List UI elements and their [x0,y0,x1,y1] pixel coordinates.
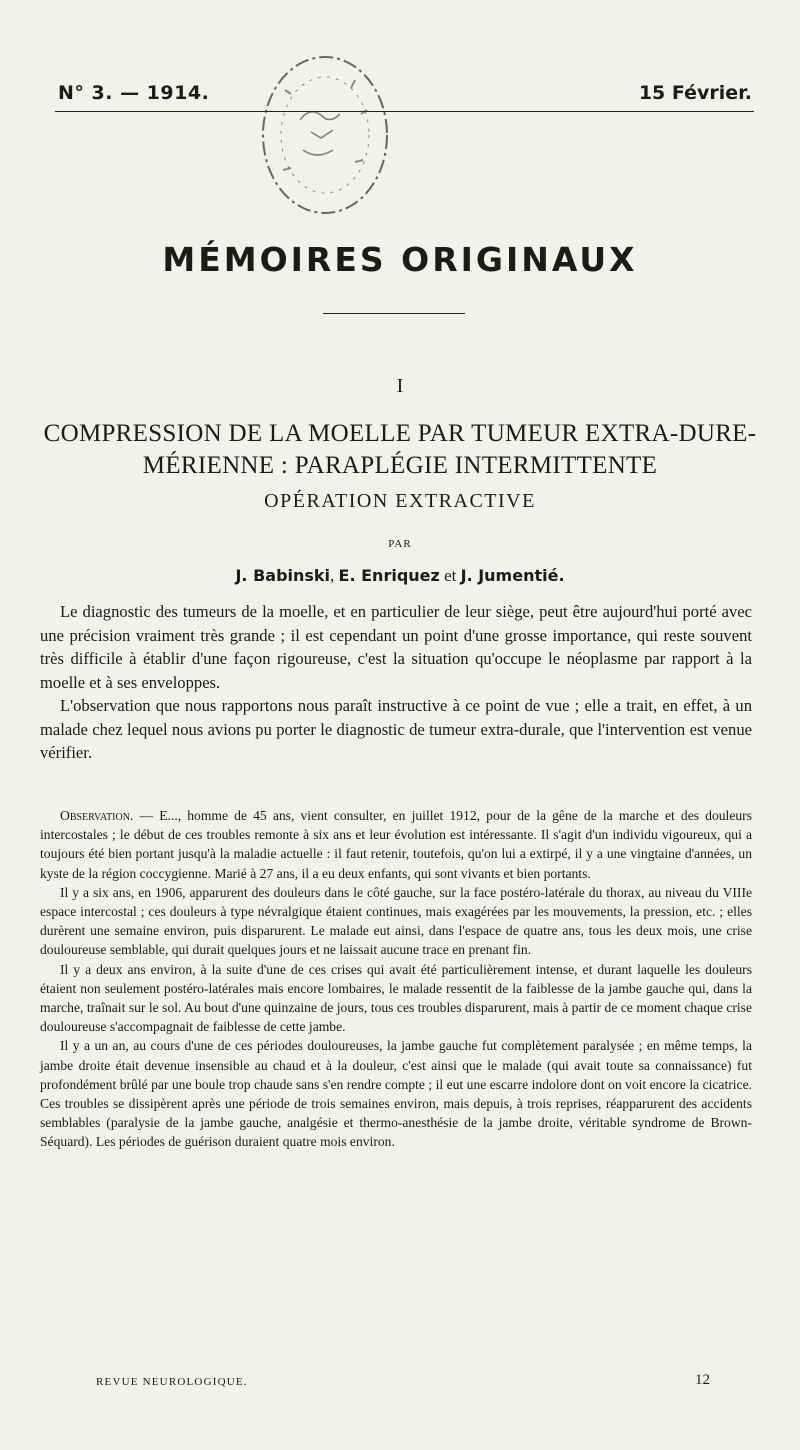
page-number: 12 [695,1372,710,1388]
paragraph-history-2: Il y a deux ans environ, à la suite d'une de ces crises qui avait été particulièrement intense, et durant laquelle les douleurs étaient non seulement postéro-latérales mais encore lombaires, le malade ressentit de la faiblesse de la jambe gauche qui, dans la marche, traînait sur le sol. Au bout d'une quinzaine de jours, tous ces troubles disparurent, mais à partir de ce moment chaque crise douloureuse s'accompagnait de faiblesse de cette jambe. [40,961,752,1035]
issue-number: N° 3. — 1914. [58,82,210,104]
by-label: PAR [388,538,412,550]
article-title-line-2: MÉRIENNE : PARAPLÉGIE INTERMITTENTE [142,452,658,479]
article-title-line-1: COMPRESSION DE LA MOELLE PAR TUMEUR EXTRA-DURE- [43,420,757,447]
article-subtitle: OPÉRATION EXTRACTIVE [264,490,536,512]
journal-name: REVUE NEUROLOGIQUE. [96,1376,248,1388]
authors: J. Babinski, E. Enriquez et J. Jumentié. [235,566,565,585]
issue-date: 15 Février. [638,82,752,104]
observation-label: Observation. [60,808,134,823]
article-number: I [396,375,404,397]
paragraph-observation-intro: L'observation que nous rapportons nous paraît instructive à ce point de vue ; elle a trait, en effet, à un malade chez lequel nous avions pu porter le diagnostic de tumeur extra-durale, que l'intervention est venue vérifier. [40,696,752,762]
header-rule [55,111,754,112]
author-enriquez: E. Enriquez [338,566,440,585]
running-header [58,82,752,110]
section-title: MÉMOIRES ORIGINAUX [162,240,638,279]
paragraph-history-3: Il y a un an, au cours d'une de ces périodes douloureuses, la jambe gauche fut complètement paralysée ; en même temps, la jambe droite était devenue insensible au chaud et à la douleur, c'est ainsi que le malade (qui avait toute sa connaissance) fut profondément brûlé par une boule trop chaude sans s'en rendre compte ; il eut une escarre indolore dont on voit encore la cicatrice. Ces troubles se dissipèrent après une période de trois semaines environ, mais depuis, à trois reprises, réapparurent des accidents semblables (paralysie de la jambe gauche, analgésie et thermo-anesthésie de la jambe droite, véritable syndrome de Brown-Séquard). Les périodes de guérison duraient quatre mois environ. [40,1038,752,1150]
paragraph-history-1: Il y a six ans, en 1906, apparurent des douleurs dans le côté gauche, sur la face postéro-latérale du thorax, au niveau du VIIIe espace intercostal ; ces douleurs à type névralgique étaient continues, mais exagérées par les mouvements, la pression, etc. ; elles durèrent une semaine environ, puis disparurent. Le malade eut ainsi, dans l'espace de quatre ans, tous les deux mois, une crise douloureuse semblable, qui durait quelques jours et ne laissait aucune trace en prenant fin. [40,884,752,958]
observation-text: — E..., homme de 45 ans, vient consulter, en juillet 1912, pour de la gêne de la marche et des douleurs intercostales ; le début de ces troubles remonte à six ans et leur évolution est intéressante. Il s'agit d'un individu vigoureux, qui a toujours été bien portant jusqu'à la maladie actuelle : il faut retenir, toutefois, qu'on lui a extirpé, il y a une vingtaine d'années, un kyste de la région coccygienne. Marié à 27 ans, il a eu deux enfants, qui sont vivants et bien portants. [40,808,752,881]
library-stamp [255,50,395,220]
article-title [30,418,770,482]
paragraph-observation [40,806,752,883]
authors-conjunction: et [444,566,457,585]
observation-paragraphs [40,806,752,1152]
author-babinski: J. Babinski [235,566,331,585]
paragraph-intro: Le diagnostic des tumeurs de la moelle, et en particulier de leur siège, peut être aujourd'hui porté avec une précision vraiment très grande ; il est cependant un point d'une grosse importance, qui reste souvent très difficile à établir d'une façon rigoureuse, c'est la situation qu'occupe le néoplasme par rapport à la moelle et à ses enveloppes. [40,602,752,692]
intro-paragraphs [40,600,752,765]
author-jumentie: J. Jumentié. [460,566,565,585]
section-rule [323,313,465,314]
